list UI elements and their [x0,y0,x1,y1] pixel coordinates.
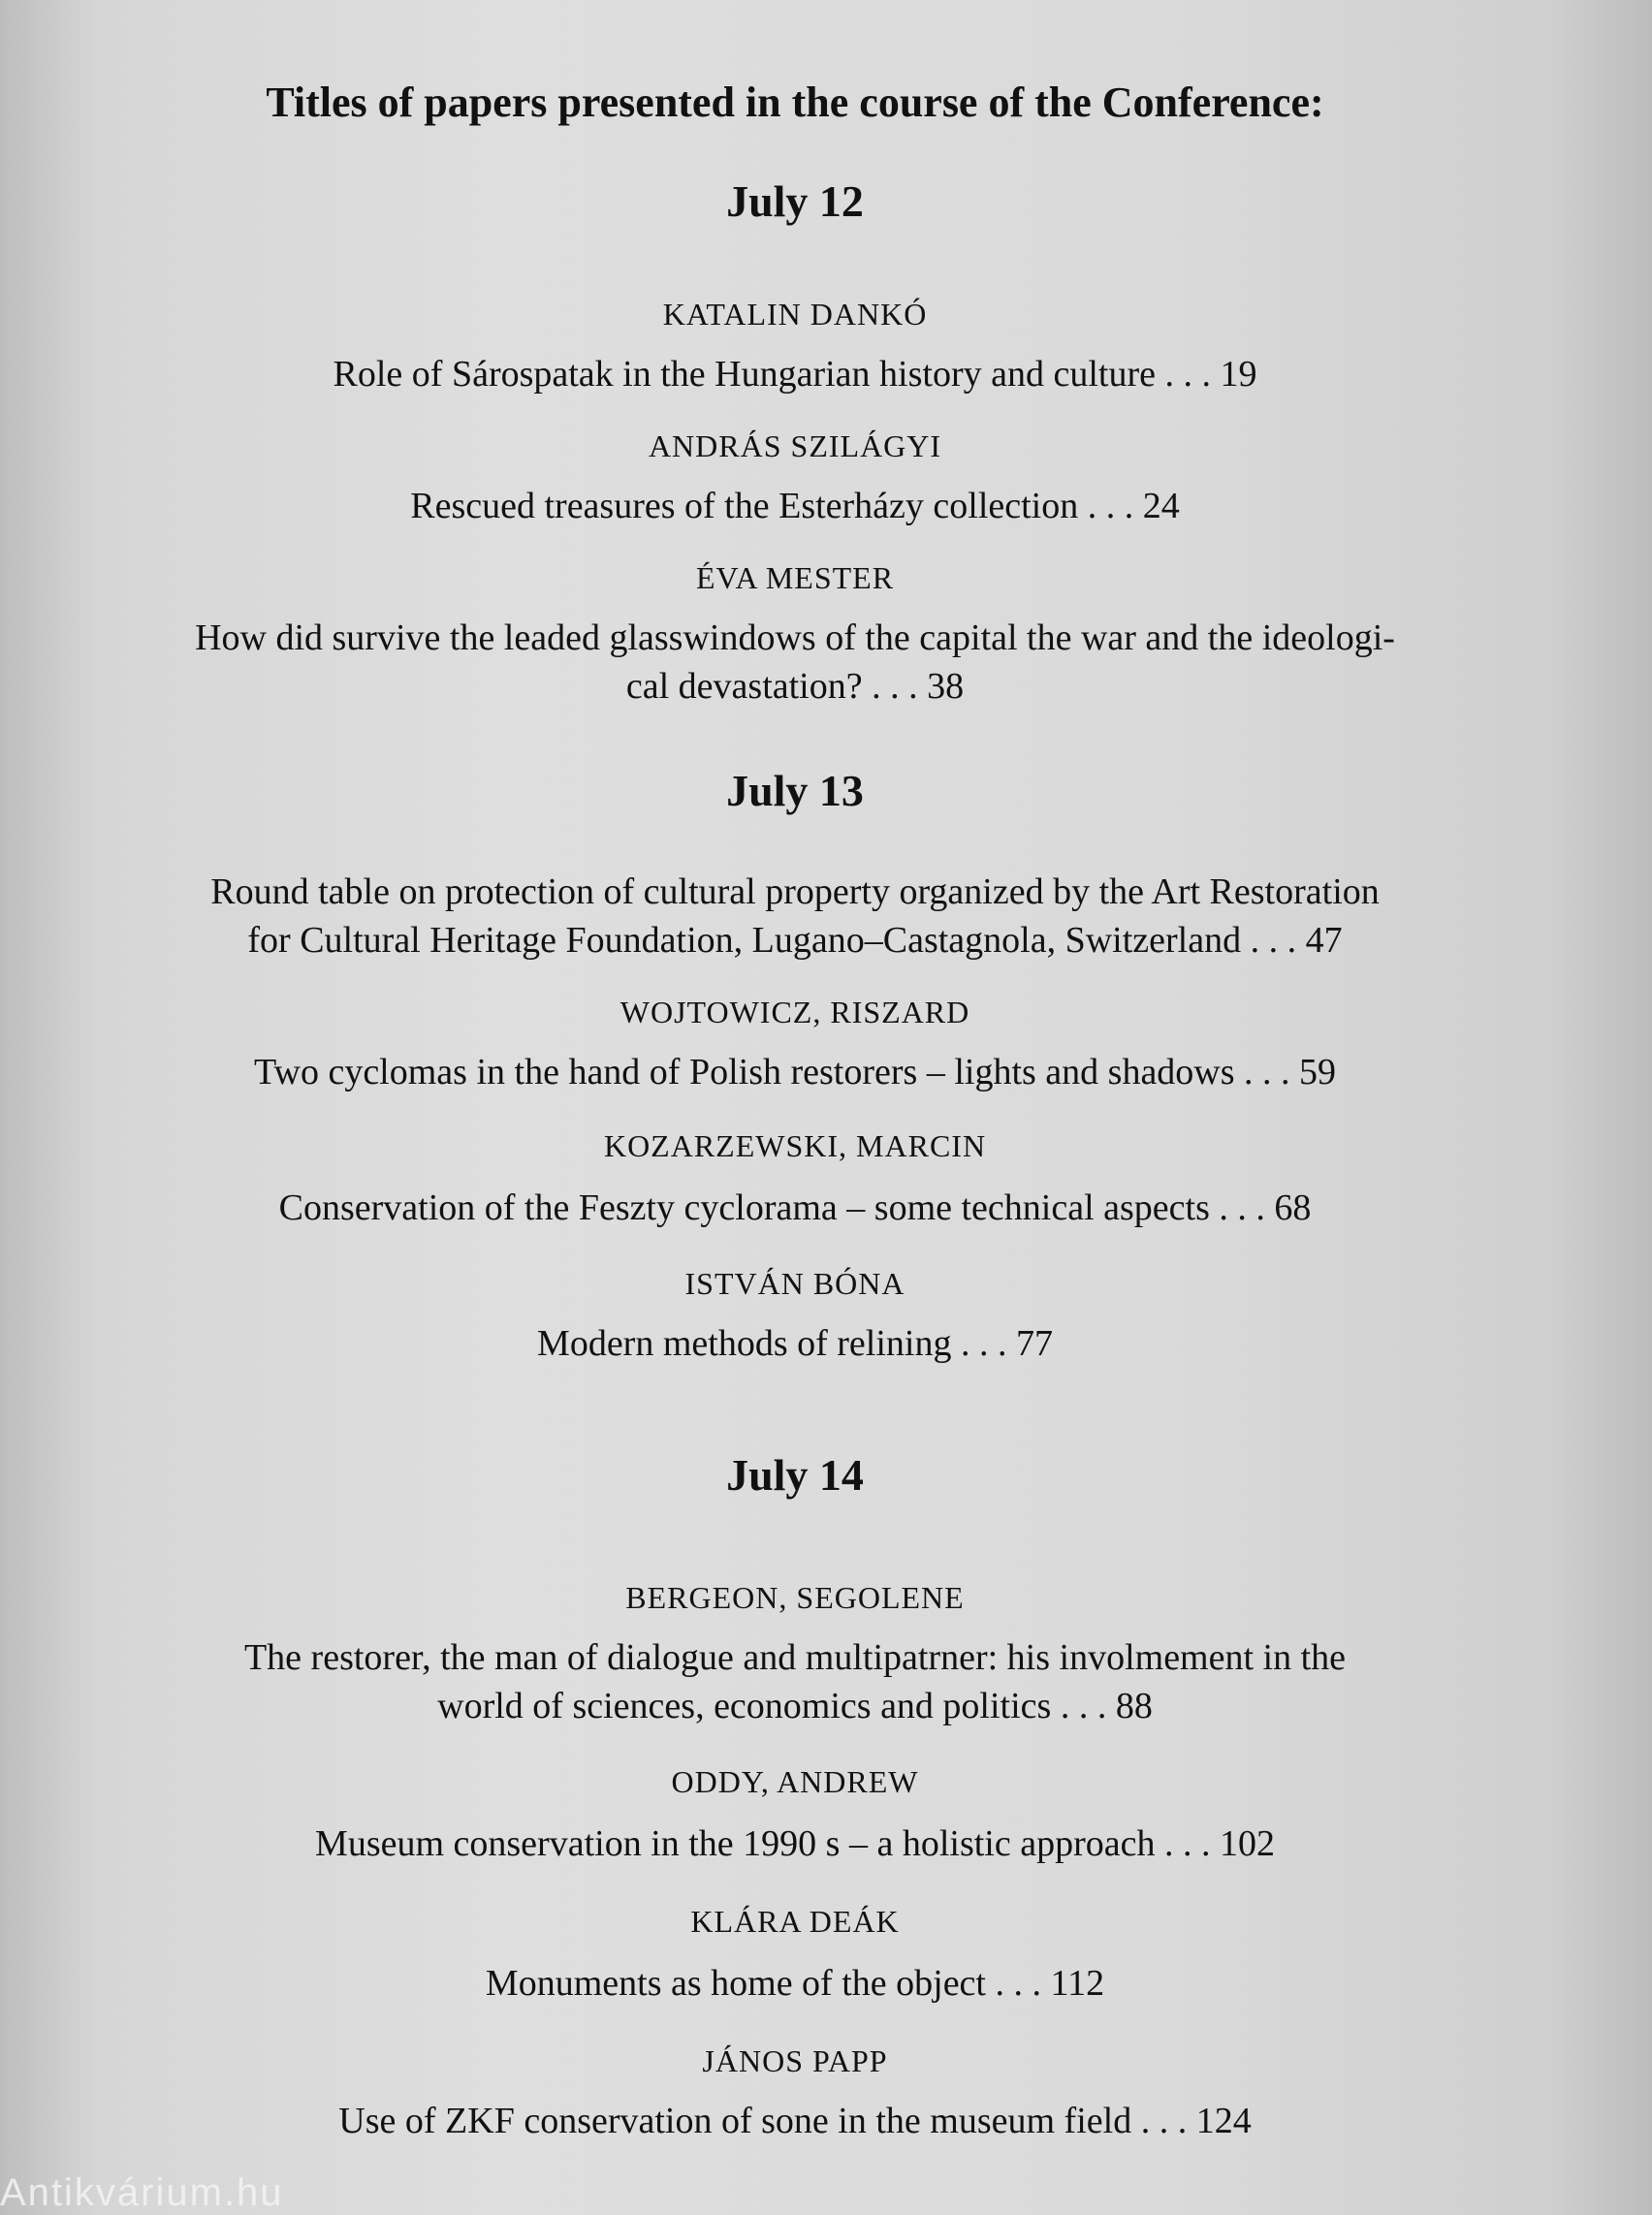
author-name: WOJTOWICZ, RISZARD [620,995,970,1029]
author-name: ODDY, ANDREW [671,1764,919,1799]
paper-title: Modern methods of relining . . . 77 [537,1323,1053,1364]
paper-title: Monuments as home of the object . . . 112 [485,1963,1105,2004]
author-name: KATALIN DANKÓ [662,297,928,332]
paper-title-line: cal devastation? . . . 38 [625,666,965,707]
paper-title-line: world of sciences, economics and politics . . . 88 [437,1686,1153,1726]
author-name: JÁNOS PAPP [702,2043,888,2078]
day-heading-july-12: July 12 [726,176,864,226]
author-name: ÉVA MESTER [695,560,895,595]
paper-title: Rescued treasures of the Esterházy collection . . . 24 [410,486,1180,526]
paper-title-line: Round table on protection of cultural property organized by the Art Restoration [210,871,1380,912]
day-heading-july-13: July 13 [726,766,864,815]
page-title: Titles of papers presented in the course of the Conference: [266,79,1324,126]
paper-title: Role of Sárospatak in the Hungarian history and culture . . . 19 [333,354,1257,395]
author-name: KOZARZEWSKI, MARCIN [603,1128,987,1163]
day-heading-july-14: July 14 [726,1450,864,1500]
paper-title-line: for Cultural Heritage Foundation, Lugano–Castagnola, Switzerland . . . 47 [247,920,1343,961]
paper-title: Conservation of the Feszty cyclorama – some technical aspects . . . 68 [278,1187,1312,1228]
author-name: ANDRÁS SZILÁGYI [648,428,942,463]
paper-title-line: The restorer, the man of dialogue and multipatrner: his involmement in the [243,1637,1347,1678]
paper-title-line: How did survive the leaded glasswindows of the capital the war and the ideologi- [195,617,1395,658]
author-name: KLÁRA DEÁK [690,1904,900,1939]
watermark-text: Antikvárium.hu [0,2171,284,2214]
author-name: BERGEON, SEGOLENE [625,1580,965,1615]
author-name: ISTVÁN BÓNA [684,1266,905,1301]
paper-title: Two cyclomas in the hand of Polish restorers – lights and shadows . . . 59 [253,1052,1337,1092]
paper-title: Museum conservation in the 1990 s – a holistic approach . . . 102 [315,1823,1275,1864]
paper-title: Use of ZKF conservation of sone in the museum field . . . 124 [338,2101,1252,2141]
